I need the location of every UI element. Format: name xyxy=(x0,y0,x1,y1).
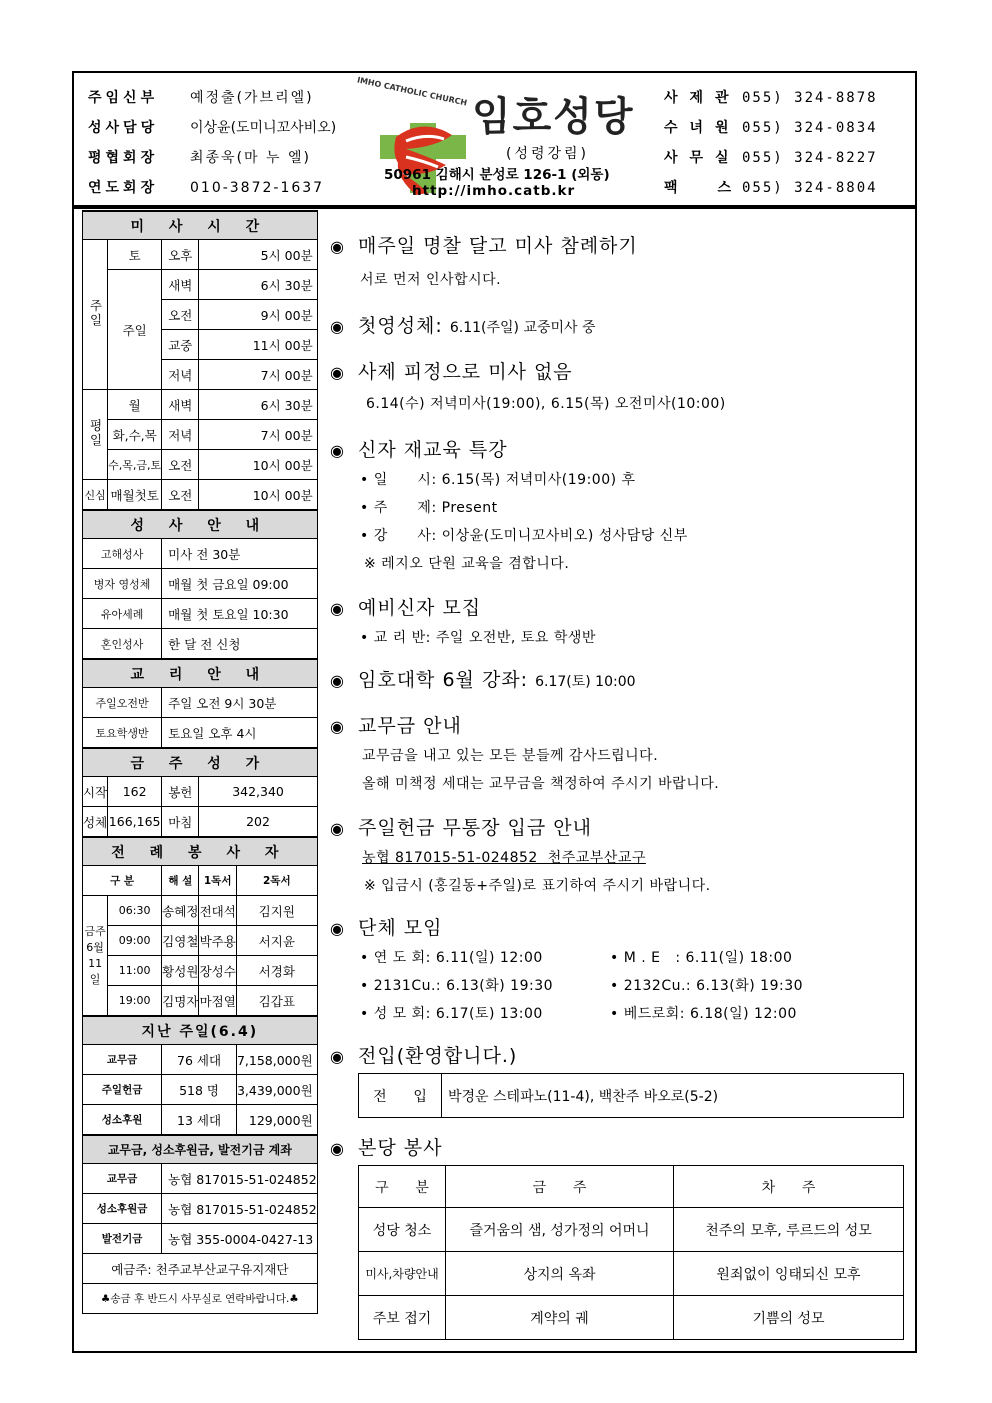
contact-value: 055) 324-0834 xyxy=(742,120,878,136)
notice-text: 올해 미책정 세대는 교무금을 책정하여 주시기 바랍니다. xyxy=(362,776,720,792)
weekday-group-text: 평일 xyxy=(88,418,104,448)
service-head: 구 분 xyxy=(359,1166,446,1208)
server-name: 서경화 xyxy=(236,956,317,986)
hymn-label: 봉헌 xyxy=(162,777,199,807)
accounts-title: 교무금, 성소후원금, 발전기금 계좌 xyxy=(83,1135,318,1164)
notice-title xyxy=(330,357,573,384)
staff-row xyxy=(88,113,336,143)
staff-label: 평협회장 xyxy=(88,150,159,166)
staff-label: 주임신부 xyxy=(88,90,159,106)
account-label: 발전기금 xyxy=(83,1224,162,1254)
notice-text: • 일 시: 6.15(목) 저녁미사(19:00) 후 xyxy=(360,472,636,488)
church-name: 임호성당 xyxy=(472,94,635,140)
bullet-icon: ◉ xyxy=(330,441,344,460)
mass-time: 11시 00분 xyxy=(199,330,317,360)
notice-title xyxy=(330,435,508,462)
staff-value: 이상윤(도미니꼬사비오) xyxy=(190,120,337,136)
server-name: 김영철 xyxy=(162,926,199,956)
bullet-icon: ◉ xyxy=(330,599,344,618)
catechism-title: 교 리 안 내 xyxy=(83,659,318,688)
notice-heading: 단체 모임 xyxy=(358,917,443,939)
staff-value: 예정출(가브리엘) xyxy=(190,90,314,106)
service-head: 금 주 xyxy=(446,1166,674,1208)
mass-time: 6시 30분 xyxy=(199,270,317,300)
offering-amount: 7,158,000원 xyxy=(236,1045,317,1075)
header xyxy=(74,73,915,209)
transfer-notice: ♣송금 후 반드시 사무실로 연락바랍니다.♣ xyxy=(83,1284,318,1314)
bullet-icon: ◉ xyxy=(330,363,344,382)
sunday-group-text: 주일 xyxy=(88,298,104,328)
logo-arc-text: IMHO CATHOLIC CHURCH xyxy=(356,75,468,108)
servers-time: 11:00 xyxy=(108,956,162,986)
contact-value: 055) 324-8878 xyxy=(742,90,878,106)
account-label: 교무금 xyxy=(83,1164,162,1194)
mass-day: 수,목,금,토 xyxy=(108,450,162,480)
newcomers-names: 박경운 스테파노(11-4), 백찬주 바오로(5-2) xyxy=(442,1074,904,1118)
notice-title xyxy=(330,311,596,338)
notice-detail: 6.11(주일) 교중미사 중 xyxy=(449,320,596,336)
server-name: 김지원 xyxy=(236,896,317,926)
catechism-class: 주일오전반 xyxy=(83,688,162,718)
notice-text: 교무금을 내고 있는 모든 분들께 감사드립니다. xyxy=(362,748,659,764)
staff-row xyxy=(88,143,336,173)
catechism-time: 토요일 오후 4시 xyxy=(162,718,318,749)
notice-title xyxy=(330,813,592,840)
sacrament-time: 매월 첫 토요일 10:30 xyxy=(162,599,318,629)
notice-heading: 본당 봉사 xyxy=(358,1137,443,1159)
account-label: 성소후원금 xyxy=(83,1194,162,1224)
staff-list xyxy=(88,83,336,203)
contact-label: 수녀원 xyxy=(664,120,741,136)
offering-label: 주일헌금 xyxy=(83,1075,162,1105)
notice-heading: 임호대학 6월 강좌: xyxy=(358,669,529,691)
notice-text: • 주 제: Present xyxy=(360,500,498,516)
account-number: 농협 817015-51-024852 xyxy=(162,1164,318,1194)
servers-head: 2독서 xyxy=(236,866,317,896)
service-group: 상지의 옥좌 xyxy=(446,1252,674,1296)
service-group: 기쁨의 성모 xyxy=(674,1296,904,1340)
bullet-icon: ◉ xyxy=(330,1047,344,1066)
notice-title xyxy=(330,231,638,258)
contact-value: 055) 324-8804 xyxy=(742,180,878,196)
server-name: 박주용 xyxy=(199,926,237,956)
notice-detail: 6.17(토) 10:00 xyxy=(535,674,636,690)
servers-head: 구 분 xyxy=(83,866,162,896)
mass-time: 10시 00분 xyxy=(199,450,317,480)
notice-heading: 전입(환영합니다.) xyxy=(358,1045,518,1067)
sidebar-table xyxy=(82,210,318,1314)
notice-heading: 주일헌금 무통장 입금 안내 xyxy=(358,817,593,839)
service-category: 미사,차량안내 xyxy=(359,1252,446,1296)
notice-heading: 매주일 명찰 달고 미사 참례하기 xyxy=(358,235,638,257)
server-name: 황성원 xyxy=(162,956,199,986)
offering-label: 교무금 xyxy=(83,1045,162,1075)
mass-period: 오전 xyxy=(162,450,199,480)
notice-heading: 교무금 안내 xyxy=(358,715,462,737)
notice-text: 서로 먼저 인사합시다. xyxy=(360,272,502,288)
meeting-item: • 연 도 회: 6.11(일) 12:00 xyxy=(360,950,543,966)
bank-account-link: 농협 817015-51-024852 천주교부산교구 xyxy=(362,850,646,866)
bullet-icon: ◉ xyxy=(330,1139,344,1158)
notice-title xyxy=(330,593,481,620)
mass-time: 10시 00분 xyxy=(199,480,317,511)
meeting-item: • 성 모 회: 6.17(토) 13:00 xyxy=(360,1006,543,1022)
offering-amount: 129,000원 xyxy=(236,1105,317,1136)
hymn-number: 162 xyxy=(108,777,162,807)
mass-period: 교중 xyxy=(162,330,199,360)
bullet-icon: ◉ xyxy=(330,819,344,838)
server-name: 전대석 xyxy=(199,896,237,926)
service-head: 차 주 xyxy=(674,1166,904,1208)
servers-head: 1독서 xyxy=(199,866,237,896)
servers-time: 09:00 xyxy=(108,926,162,956)
mass-day: 토 xyxy=(108,240,162,270)
offering-amount: 3,439,000원 xyxy=(236,1075,317,1105)
church-url: http://imho.catb.kr xyxy=(412,183,576,199)
contact-label: 사제관 xyxy=(664,90,741,106)
hymn-number: 166,165 xyxy=(108,807,162,838)
notice-heading: 예비신자 모집 xyxy=(358,597,482,619)
staff-value: 최종욱(마 누 엘) xyxy=(190,150,311,166)
account-number: 농협 817015-51-024852 xyxy=(162,1194,318,1224)
contact-list xyxy=(664,83,878,203)
notice-title xyxy=(330,711,462,738)
notice-title xyxy=(330,1041,517,1068)
bullet-icon: ◉ xyxy=(330,237,344,256)
hymn-number: 202 xyxy=(199,807,317,838)
newcomers-table xyxy=(358,1073,904,1118)
notice-title xyxy=(330,913,442,940)
contact-row xyxy=(664,173,878,203)
notice-heading: 사제 피정으로 미사 없음 xyxy=(358,361,573,383)
meeting-item: • 베드로회: 6.18(일) 12:00 xyxy=(610,1006,797,1022)
meeting-item: • 2132Cu.: 6.13(화) 19:30 xyxy=(610,978,804,994)
catechism-class: 토요학생반 xyxy=(83,718,162,749)
church-address: 50961 김해시 분성로 126-1 (외동) xyxy=(384,167,610,183)
mass-period: 새벽 xyxy=(162,270,199,300)
servers-time: 19:00 xyxy=(108,986,162,1017)
hymn-number: 342,340 xyxy=(199,777,317,807)
sacrament-time: 미사 전 30분 xyxy=(162,539,318,569)
mass-period: 오전 xyxy=(162,480,199,511)
staff-row xyxy=(88,83,336,113)
contact-row xyxy=(664,113,878,143)
hymn-label: 시작 xyxy=(83,777,108,807)
sacrament-name: 병자 영성체 xyxy=(83,569,162,599)
mass-times-title: 미 사 시 간 xyxy=(83,211,318,240)
notice-text: • 강 사: 이상윤(도미니꼬사비오) 성사담당 신부 xyxy=(360,528,688,544)
mass-time: 7시 00분 xyxy=(199,420,317,450)
servers-head: 해 설 xyxy=(162,866,199,896)
mass-time: 6시 30분 xyxy=(199,390,317,420)
contact-label: 팩스 xyxy=(664,180,772,196)
weekday-group-label xyxy=(83,390,108,480)
mass-period: 오전 xyxy=(162,300,199,330)
devotion-group-label: 신심 xyxy=(83,480,108,511)
newcomers-label: 전 입 xyxy=(359,1074,442,1118)
notice-heading: 첫영성체: xyxy=(358,315,443,337)
servers-group-label: 금주 6월 11일 xyxy=(83,896,108,1017)
mass-day: 주일 xyxy=(108,270,162,390)
server-name: 김명자 xyxy=(162,986,199,1017)
notice-heading: 신자 재교육 특강 xyxy=(358,439,508,461)
staff-value: 010-3872-1637 xyxy=(190,180,325,196)
mass-day: 화,수,목 xyxy=(108,420,162,450)
service-group: 천주의 모후, 루르드의 성모 xyxy=(674,1208,904,1252)
offering-count: 13 세대 xyxy=(162,1105,237,1136)
mass-day: 월 xyxy=(108,390,162,420)
header-divider xyxy=(74,205,916,207)
server-name: 송혜정 xyxy=(162,896,199,926)
service-table xyxy=(358,1165,904,1340)
hymn-label: 마침 xyxy=(162,807,199,838)
notice-text: • 교 리 반: 주일 오전반, 토요 학생반 xyxy=(360,630,596,646)
offering-label: 성소후원 xyxy=(83,1105,162,1136)
hymn-title: 금 주 성 가 xyxy=(83,748,318,777)
sacrament-name: 고해성사 xyxy=(83,539,162,569)
church-subtitle: (성령강림) xyxy=(506,146,590,162)
bullet-icon: ◉ xyxy=(330,717,344,736)
notice-title xyxy=(330,665,636,692)
mass-time: 7시 00분 xyxy=(199,360,317,390)
staff-row xyxy=(88,173,336,203)
contact-row xyxy=(664,143,878,173)
notice-text: ※ 입금시 (홍길동+주일)로 표기하여 주시기 바랍니다. xyxy=(364,878,711,894)
bullet-icon: ◉ xyxy=(330,671,344,690)
service-group: 원죄없이 잉태되신 모후 xyxy=(674,1252,904,1296)
hymn-label: 성체 xyxy=(83,807,108,838)
service-category: 주보 접기 xyxy=(359,1296,446,1340)
mass-time: 5시 00분 xyxy=(199,240,317,270)
mass-day: 매월첫토 xyxy=(108,480,162,511)
sacrament-time: 매월 첫 금요일 09:00 xyxy=(162,569,318,599)
catechism-time: 주일 오전 9시 30분 xyxy=(162,688,318,718)
meeting-item: • 2131Cu.: 6.13(화) 19:30 xyxy=(360,978,554,994)
notice-title xyxy=(330,1133,442,1160)
sacrament-name: 혼인성사 xyxy=(83,629,162,660)
mass-period: 저녁 xyxy=(162,360,199,390)
service-group: 계약의 궤 xyxy=(446,1296,674,1340)
contact-label: 사무실 xyxy=(664,150,741,166)
staff-label: 연도회장 xyxy=(88,180,159,196)
server-name: 마점열 xyxy=(199,986,237,1017)
depositor: 예금주: 천주교부산교구유지재단 xyxy=(83,1254,318,1284)
server-name: 장성수 xyxy=(199,956,237,986)
mass-time: 9시 00분 xyxy=(199,300,317,330)
servers-title: 전 례 봉 사 자 xyxy=(83,837,318,866)
service-category: 성당 청소 xyxy=(359,1208,446,1252)
service-group: 즐거움의 샘, 성가정의 어머니 xyxy=(446,1208,674,1252)
mass-period: 저녁 xyxy=(162,420,199,450)
staff-label: 성사담당 xyxy=(88,120,159,136)
sacrament-time: 한 달 전 신청 xyxy=(162,629,318,660)
account-number: 농협 355-0004-0427-13 xyxy=(162,1224,318,1254)
offering-count: 518 명 xyxy=(162,1075,237,1105)
notice-text: 6.14(수) 저녁미사(19:00), 6.15(목) 오전미사(10:00) xyxy=(366,396,726,412)
mass-period: 오후 xyxy=(162,240,199,270)
last-week-title: 지난 주일(6.4) xyxy=(83,1016,318,1045)
server-name: 서지윤 xyxy=(236,926,317,956)
bullet-icon: ◉ xyxy=(330,919,344,938)
servers-time: 06:30 xyxy=(108,896,162,926)
contact-row xyxy=(664,83,878,113)
offering-count: 76 세대 xyxy=(162,1045,237,1075)
contact-value: 055) 324-8227 xyxy=(742,150,878,166)
mass-period: 새벽 xyxy=(162,390,199,420)
server-name: 김갑표 xyxy=(236,986,317,1017)
bullet-icon: ◉ xyxy=(330,317,344,336)
notice-text: ※ 레지오 단원 교육을 겸합니다. xyxy=(364,556,570,572)
sacrament-title: 성 사 안 내 xyxy=(83,510,318,539)
meeting-item: • M . E : 6.11(일) 18:00 xyxy=(610,950,793,966)
sunday-group-label xyxy=(83,240,108,390)
sacrament-name: 유아세례 xyxy=(83,599,162,629)
